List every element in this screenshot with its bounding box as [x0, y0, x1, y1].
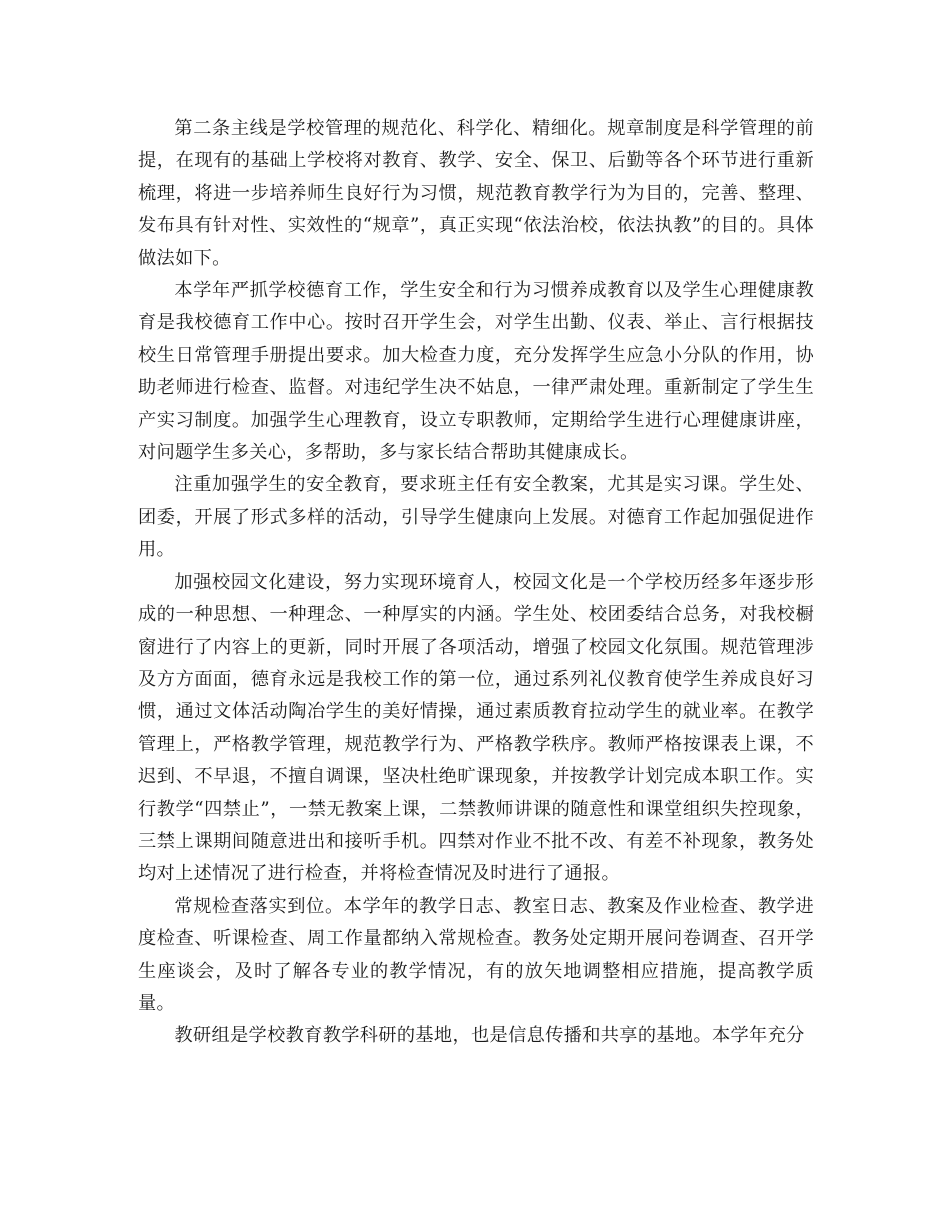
paragraph-moral-education: 本学年严抓学校德育工作，学生安全和行为习惯养成教育以及学生心理健康教育是我校德育工作中心。按时召开学生会，对学生出勤、仪表、举止、言行根据技校生日常管理手册提出要求。加大检查力度，充分发挥学生应急小分队的作用，协助老师进行检查、监督。对违纪学生决不姑息，一律严肃处理。重新制定了学生生产实习制度。加强学生心理教育，设立专职教师，定期给学生进行心理健康讲座，对问题学生多关心，多帮助，多与家长结合帮助其健康成长。	[138, 280, 814, 464]
paragraph-main-line: 第二条主线是学校管理的规范化、科学化、精细化。规章制度是科学管理的前提，在现有的基础上学校将对教育、教学、安全、保卫、后勤等各个环节进行重新梳理，将进一步培养师生良好行为习惯，规范教育教学行为为目的，完善、整理、发布具有针对性、实效性的“规章”，真正实现“依法治校，依法执教”的目的。具体做法如下。	[138, 118, 814, 269]
paragraph-routine-inspection: 常规检查落实到位。本学年的教学日志、教室日志、教案及作业检查、教学进度检查、听课检查、周工作量都纳入常规检查。教务处定期开展问卷调查、召开学生座谈会，及时了解各专业的教学情况，有的放矢地调整相应措施，提高教学质量。	[138, 895, 814, 1014]
document-body	[138, 113, 814, 1053]
paragraph-campus-culture: 加强校园文化建设，努力实现环境育人，校园文化是一个学校历经多年逐步形成的一种思想、一种理念、一种厚实的内涵。学生处、校团委结合总务，对我校橱窗进行了内容上的更新，同时开展了各项活动，增强了校园文化氛围。规范管理涉及方方面面，德育永远是我校工作的第一位，通过系列礼仪教育使学生养成良好习惯，通过文体活动陶冶学生的美好情操，通过素质教育拉动学生的就业率。在教学管理上，严格教学管理，规范教学行为、严格教学秩序。教师严格按课表上课，不迟到、不早退，不擅自调课，坚决杜绝旷课现象，并按教学计划完成本职工作。实行教学“四禁止”，一禁无教案上课，二禁教师讲课的随意性和课堂组织失控现象，三禁上课期间随意进出和接听手机。四禁对作业不批不改、有差不补现象，教务处均对上述情况了进行检查，并将检查情况及时进行了通报。	[138, 571, 814, 885]
paragraph-teaching-research: 教研组是学校教育教学科研的基地，也是信息传播和共享的基地。本学年充分	[174, 1025, 805, 1047]
paragraph-safety-education: 注重加强学生的安全教育，要求班主任有安全教案，尤其是实习课。学生处、团委，开展了形式多样的活动，引导学生健康向上发展。对德育工作起加强促进作用。	[138, 474, 814, 561]
